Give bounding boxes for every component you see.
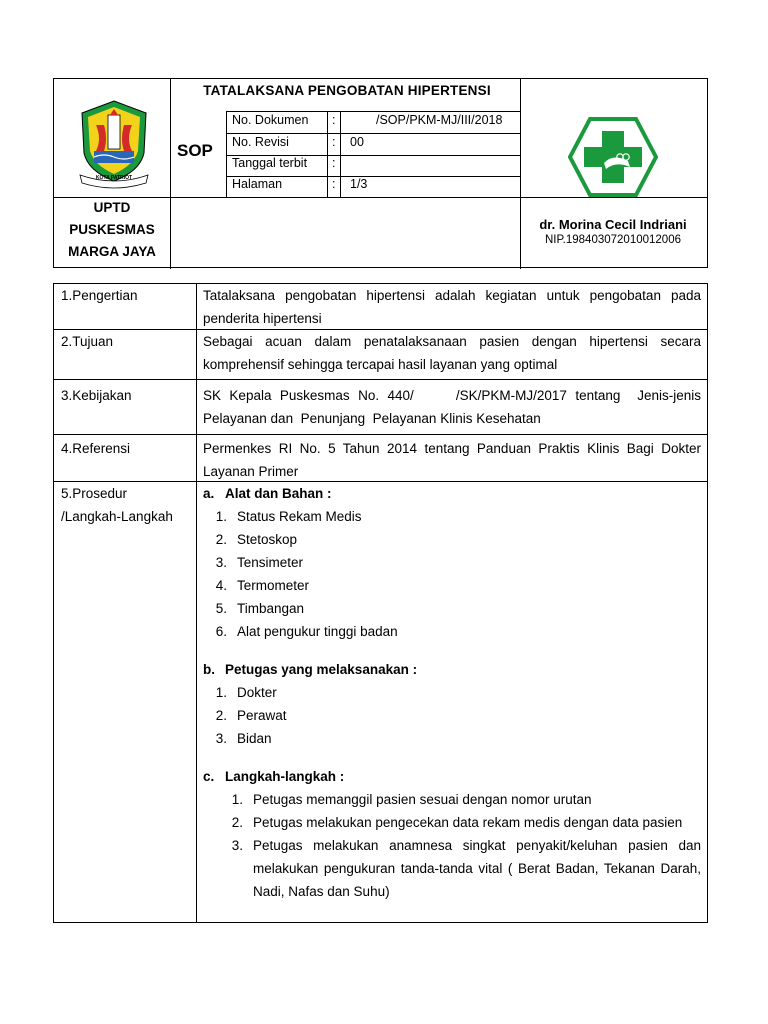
list-item: 5. Timbangan bbox=[215, 601, 305, 616]
row-label-line: 5.Prosedur bbox=[61, 486, 128, 501]
table-row bbox=[54, 482, 707, 922]
subsection-letter: c. bbox=[203, 769, 215, 784]
table-row bbox=[54, 330, 707, 380]
row-value: Tatalaksana pengobatan hipertensi adalah kegiatan untuk pengobatan pada penderita hipertensi bbox=[203, 288, 701, 326]
sop-header bbox=[53, 78, 708, 268]
emblem-motto: KOTA PATRIOT bbox=[95, 175, 133, 181]
meta-separator: : bbox=[332, 177, 336, 191]
row-label bbox=[54, 482, 197, 922]
unit-line: UPTD bbox=[93, 200, 131, 215]
list-item: 2. Perawat bbox=[215, 708, 287, 723]
list-item: 6. Alat pengukur tinggi badan bbox=[215, 624, 398, 639]
divider bbox=[170, 79, 171, 269]
table-row bbox=[54, 380, 707, 435]
list-item: 3. Bidan bbox=[215, 731, 272, 746]
list-item: 2. Stetoskop bbox=[215, 532, 298, 547]
row-label: 4.Referensi bbox=[54, 435, 197, 481]
table-row bbox=[54, 284, 707, 330]
signer-name: dr. Morina Cecil Indriani bbox=[539, 217, 687, 232]
meta-label: Halaman bbox=[232, 177, 283, 191]
subsection-heading bbox=[203, 658, 701, 681]
list-item: 1. Status Rekam Medis bbox=[215, 509, 362, 524]
signer-block bbox=[522, 217, 704, 246]
sop-label: SOP bbox=[177, 141, 213, 160]
row-value: SK Kepala Puskesmas No. 440/ /SK/PKM-MJ/2017 tentang Jenis-jenis Pelayanan dan Penunjang Pelayanan Klinis Kesehatan bbox=[203, 388, 705, 426]
signer-nip: NIP.198403072010012006 bbox=[544, 234, 681, 246]
list-item: 1. Petugas memanggil pasien sesuai dengan nomor urutan bbox=[231, 792, 592, 807]
sop-content-table bbox=[53, 283, 708, 923]
row-label-line: /Langkah-Langkah bbox=[61, 509, 173, 524]
subsection-letter: a. bbox=[203, 486, 215, 501]
list-item: 1. Dokter bbox=[215, 685, 277, 700]
unit-line: MARGA JAYA bbox=[68, 244, 156, 259]
row-value: Sebagai acuan dalam penatalaksanaan pasien dengan hipertensi secara komprehensif sehingga tercapai hasil layanan yang optimal bbox=[203, 334, 701, 372]
staff-list bbox=[203, 681, 701, 750]
meta-separator: : bbox=[332, 113, 336, 127]
table-row bbox=[54, 435, 707, 482]
subsection-heading bbox=[203, 482, 701, 505]
row-label: 1.Pengertian bbox=[54, 284, 197, 329]
meta-label: No. Revisi bbox=[232, 135, 289, 149]
meta-value: /SOP/PKM-MJ/III/2018 bbox=[376, 113, 503, 127]
subsection-title: Langkah-langkah : bbox=[225, 769, 345, 784]
subsection-title: Alat dan Bahan : bbox=[225, 486, 332, 501]
subsection-heading bbox=[203, 765, 701, 788]
document-title: TATALAKSANA PENGOBATAN HIPERTENSI bbox=[203, 83, 491, 98]
steps-list bbox=[203, 788, 701, 903]
meta-value: 00 bbox=[350, 135, 364, 149]
subsection-letter: b. bbox=[203, 662, 215, 677]
equipment-list bbox=[203, 505, 701, 643]
meta-separator: : bbox=[332, 156, 336, 170]
divider bbox=[226, 111, 520, 112]
list-item: 3. Tensimeter bbox=[215, 555, 304, 570]
puskesmas-logo bbox=[568, 117, 658, 197]
row-label: 2.Tujuan bbox=[54, 330, 197, 379]
meta-label: No. Dokumen bbox=[232, 113, 309, 127]
list-item: 3. Petugas melakukan anamnesa singkat penyakit/keluhan pasien dan melakukan pengukuran tanda-tanda vital ( Berat Badan, Tekanan Darah, Nadi, Nafas dan Suhu) bbox=[231, 838, 701, 899]
unit-line: PUSKESMAS bbox=[69, 222, 155, 237]
divider bbox=[520, 79, 521, 269]
meta-separator: : bbox=[332, 135, 336, 149]
list-item: 2. Petugas melakukan pengecekan data rekam medis dengan data pasien bbox=[231, 815, 683, 830]
list-item: 4. Termometer bbox=[215, 578, 310, 593]
meta-value: 1/3 bbox=[350, 177, 368, 191]
procedure-content bbox=[197, 482, 707, 922]
row-label: 3.Kebijakan bbox=[54, 380, 197, 434]
divider bbox=[226, 133, 520, 134]
unit-name bbox=[54, 197, 170, 263]
row-value: Permenkes RI No. 5 Tahun 2014 tentang Panduan Praktis Klinis Bagi Dokter Layanan Primer bbox=[203, 441, 701, 479]
meta-label: Tanggal terbit bbox=[232, 156, 308, 170]
subsection-title: Petugas yang melaksanakan : bbox=[225, 662, 418, 677]
